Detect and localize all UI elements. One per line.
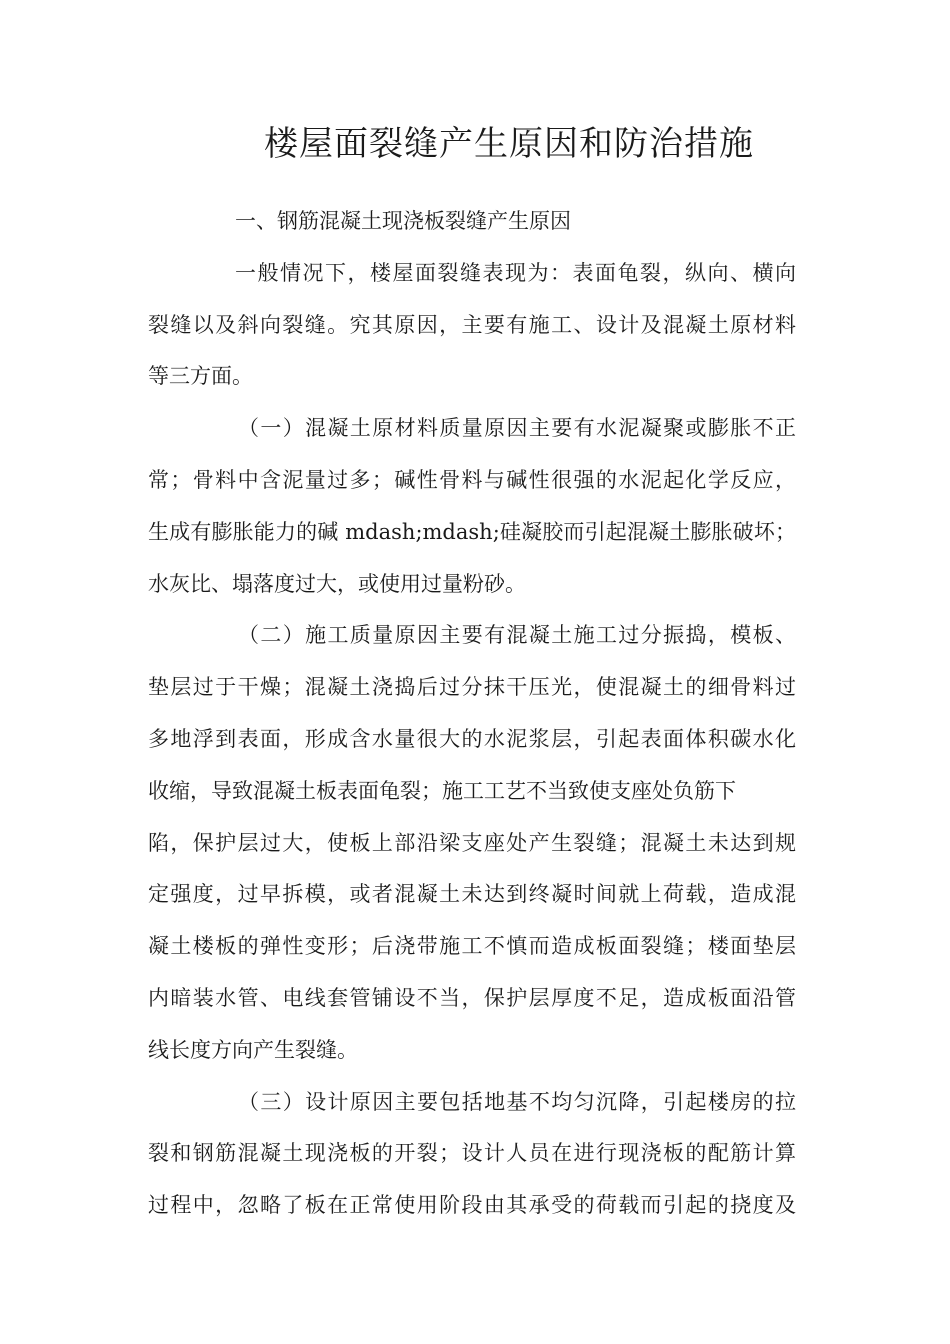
paragraph-line: 生成有膨胀能力的碱 mdash;mdash;硅凝胶而引起混凝土膨胀破坏； xyxy=(148,519,796,544)
paragraph-line: （一）混凝土原材料质量原因主要有水泥凝聚或膨胀不正 xyxy=(238,416,796,441)
paragraph-line: 一般情况下，楼屋面裂缝表现为：表面龟裂，纵向、横向 xyxy=(235,260,796,285)
paragraph-line: （三）设计原因主要包括地基不均匀沉降，引起楼房的拉 xyxy=(238,1089,796,1114)
paragraph-line: 裂和钢筋混凝土现浇板的开裂；设计人员在进行现浇板的配筋计算 xyxy=(148,1141,796,1166)
paragraph-line: （二）施工质量原因主要有混凝土施工过分振捣，模板、 xyxy=(238,623,796,648)
paragraph-line: 线长度方向产生裂缝。 xyxy=(148,1037,358,1062)
paragraph-line: 等三方面。 xyxy=(148,364,253,389)
paragraph-construction xyxy=(148,610,796,1076)
paragraph-line: 内暗装水管、电线套管铺设不当，保护层厚度不足，造成板面沿管 xyxy=(148,985,796,1010)
paragraph-line: 多地浮到表面，形成含水量很大的水泥浆层，引起表面体积碳水化 xyxy=(148,726,796,751)
paragraph-line: 水灰比、塌落度过大，或使用过量粉砂。 xyxy=(148,571,526,596)
paragraph-intro xyxy=(148,248,796,403)
paragraph-design xyxy=(148,1077,796,1232)
paragraph-line: 常；骨料中含泥量过多；碱性骨料与碱性很强的水泥起化学反应， xyxy=(148,467,796,492)
document-title: 楼屋面裂缝产生原因和防治措施 xyxy=(264,124,754,164)
paragraph-line: 定强度，过早拆模，或者混凝土未达到终凝时间就上荷载，造成混 xyxy=(148,882,796,907)
paragraph-line: 凝土楼板的弹性变形；后浇带施工不慎而造成板面裂缝；楼面垫层 xyxy=(148,934,796,959)
paragraph-line: 裂缝以及斜向裂缝。究其原因，主要有施工、设计及混凝土原材料 xyxy=(148,312,796,337)
paragraph-line: 收缩，导致混凝土板表面龟裂；施工工艺不当致使支座处负筋下 xyxy=(148,778,736,803)
section-heading xyxy=(148,196,796,248)
paragraph-line: 过程中，忽略了板在正常使用阶段由其承受的荷载而引起的挠度及 xyxy=(148,1193,796,1218)
paragraph-line: 垫层过于干燥；混凝土浇捣后过分抹干压光，使混凝土的细骨料过 xyxy=(148,675,796,700)
section-heading-text: 一、钢筋混凝土现浇板裂缝产生原因 xyxy=(235,209,571,233)
paragraph-line: 陷，保护层过大，使板上部沿梁支座处产生裂缝；混凝土未达到规 xyxy=(148,830,796,855)
document-body xyxy=(148,196,796,1232)
paragraph-materials xyxy=(148,403,796,610)
